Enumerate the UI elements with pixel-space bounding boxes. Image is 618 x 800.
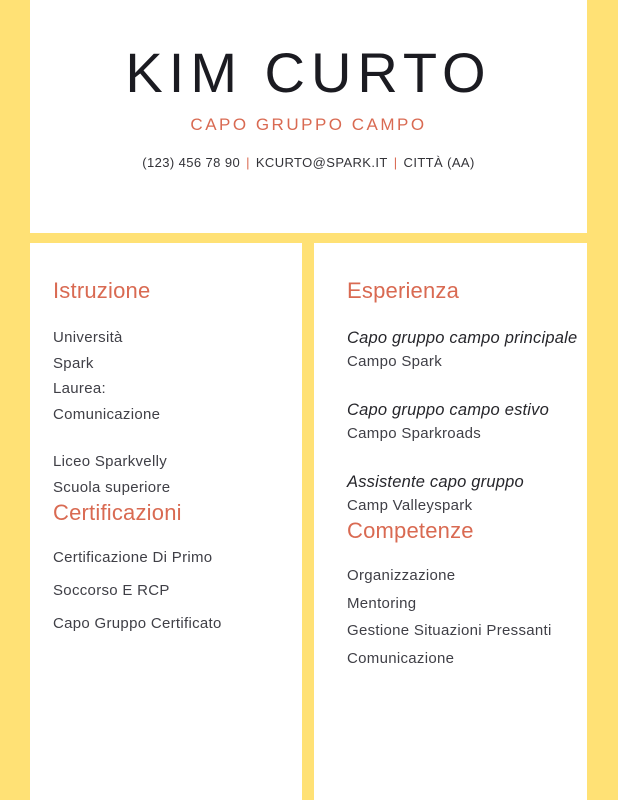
separator: | xyxy=(246,155,250,170)
education-line: Laurea: xyxy=(53,380,106,397)
education-entry xyxy=(53,449,292,500)
email-address: KCURTO@SPARK.IT xyxy=(255,155,388,170)
location: CITTÀ (AA) xyxy=(403,155,475,170)
job-title: CAPO GRUPPO CAMPO xyxy=(190,115,427,134)
certification-item: Capo Gruppo Certificato xyxy=(53,615,222,632)
certification-item: Soccorso E RCP xyxy=(53,582,170,599)
experience-organization: Camp Valleyspark xyxy=(347,497,473,514)
experience-organization: Campo Sparkroads xyxy=(347,425,482,442)
experience-entry xyxy=(347,471,581,518)
person-name: KIM CURTO xyxy=(125,41,492,104)
experience-title: Capo gruppo campo principale xyxy=(347,329,578,347)
experience-entry xyxy=(347,327,581,374)
certifications-list xyxy=(53,541,292,640)
certifications-heading: Certificazioni xyxy=(53,500,182,525)
left-column xyxy=(30,243,302,800)
education-line: Università xyxy=(53,329,123,346)
education-line: Comunicazione xyxy=(53,405,161,423)
skill-item: Organizzazione xyxy=(347,567,456,584)
phone-number: (123) 456 78 90 xyxy=(142,155,241,170)
skill-item: Mentoring xyxy=(347,594,417,612)
education-line: Scuola superiore xyxy=(53,478,171,496)
skills-list xyxy=(347,562,581,672)
skills-heading: Competenze xyxy=(347,518,474,543)
certification-item: Certificazione Di Primo xyxy=(53,549,213,566)
education-heading: Istruzione xyxy=(53,278,151,303)
experience-title: Capo gruppo campo estivo xyxy=(347,401,550,419)
right-column xyxy=(314,243,587,800)
experience-organization: Campo Spark xyxy=(347,353,443,370)
experience-heading: Esperienza xyxy=(347,278,460,303)
education-line: Liceo Sparkvelly xyxy=(53,453,168,470)
education-line: Spark xyxy=(53,354,94,372)
skill-item: Comunicazione xyxy=(347,649,455,667)
separator: | xyxy=(393,155,398,170)
skill-item: Gestione Situazioni Pressanti xyxy=(347,622,552,639)
header-panel xyxy=(30,0,587,233)
education-entry xyxy=(53,325,292,427)
experience-entry xyxy=(347,399,581,446)
contact-line xyxy=(30,154,587,172)
experience-title: Assistente capo gruppo xyxy=(347,473,524,491)
